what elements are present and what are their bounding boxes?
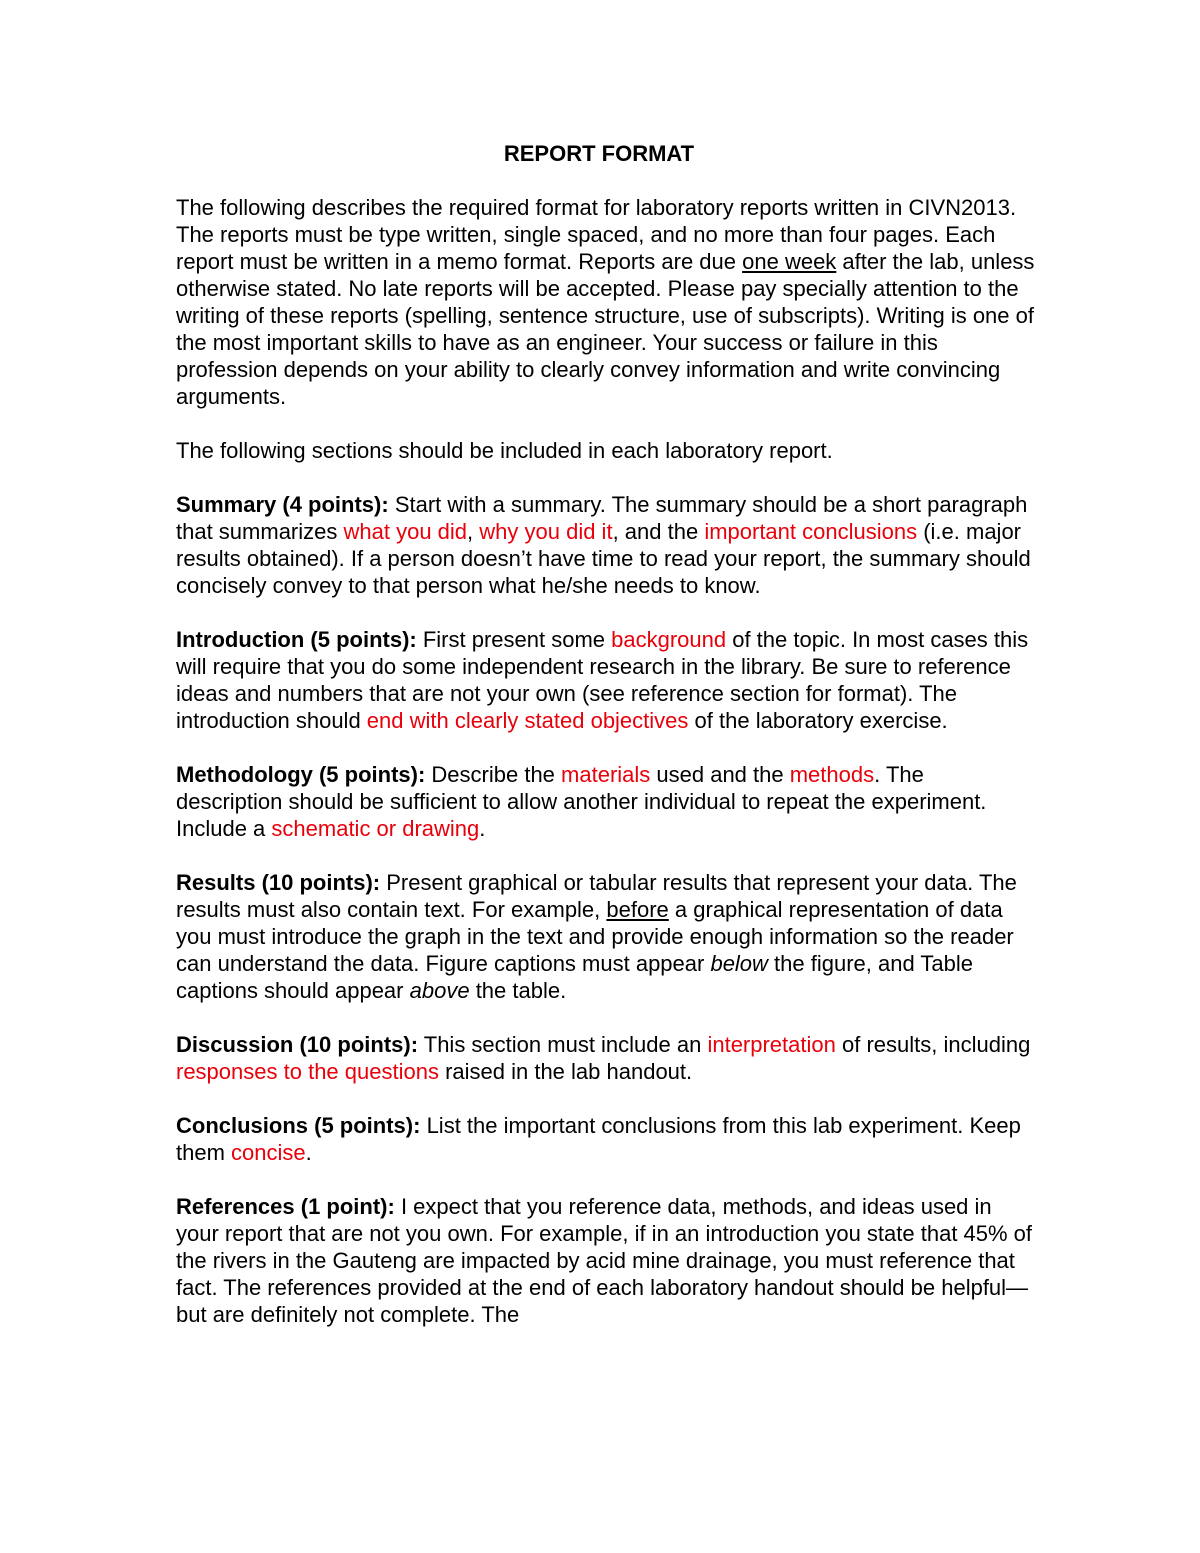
introduction-highlight: background	[611, 627, 727, 652]
introduction-text: First present some	[416, 627, 612, 652]
methodology-section	[176, 761, 1036, 842]
introduction-highlight: end with clearly stated objectives	[366, 708, 689, 733]
results-text: a graphical representation of data you must introduce the graph in the text and provide enough information so the reader can understand the data. Figure captions must appear	[176, 897, 1014, 976]
summary-section	[176, 491, 1036, 599]
conclusions-section	[176, 1112, 1036, 1166]
discussion-highlight: responses to the questions	[176, 1059, 439, 1084]
introduction-text: of the laboratory exercise.	[688, 708, 948, 733]
methodology-highlight: materials	[561, 762, 651, 787]
discussion-section	[176, 1031, 1036, 1085]
results-text: Present graphical or tabular results that represent your data. The results must also contain text. For example,	[176, 870, 1017, 922]
methodology-text: Describe the	[425, 762, 562, 787]
methodology-highlight: methods	[789, 762, 875, 787]
references-section	[176, 1193, 1036, 1328]
summary-heading: Summary (4 points):	[176, 492, 389, 517]
results-underlined: before	[606, 897, 669, 922]
summary-text: , and the	[612, 519, 705, 544]
methodology-heading: Methodology (5 points):	[176, 762, 426, 787]
summary-text: Start with a summary. The summary should be a short paragraph that summarizes	[176, 492, 1028, 544]
discussion-text: This section must include an	[418, 1032, 708, 1057]
conclusions-text: List the important conclusions from this lab experiment. Keep them	[176, 1113, 1021, 1165]
methodology-text: . The description should be sufficient to allow another individual to repeat the experiment. Include a	[176, 762, 987, 841]
summary-highlight: why you did it	[479, 519, 613, 544]
due-deadline: one week	[742, 249, 837, 274]
discussion-heading: Discussion (10 points):	[176, 1032, 419, 1057]
discussion-text: raised in the lab handout.	[438, 1059, 693, 1084]
page-title: REPORT FORMAT	[503, 141, 695, 166]
discussion-text: of results, including	[835, 1032, 1031, 1057]
conclusions-text: .	[305, 1140, 312, 1165]
intro-paragraph	[176, 194, 1036, 410]
introduction-heading: Introduction (5 points):	[176, 627, 417, 652]
document-body	[176, 140, 1036, 1355]
results-italic: below	[710, 951, 768, 976]
methodology-text: used and the	[650, 762, 790, 787]
sections-intro-paragraph: The following sections should be included in each laboratory report.	[176, 438, 833, 463]
introduction-section	[176, 626, 1036, 734]
summary-text: ,	[467, 519, 480, 544]
intro-text-cont: after the lab, unless otherwise stated. No late reports will be accepted. Please pay specially attention to the writing of these reports (spelling, sentence structure, use of subscripts). Writing is one of the most important skills to have as an engineer. Your success or failure in this profession depends on your ability to clearly convey information and write convincing arguments.	[176, 249, 1035, 409]
references-heading: References (1 point):	[176, 1194, 395, 1219]
conclusions-heading: Conclusions (5 points):	[176, 1113, 421, 1138]
results-heading: Results (10 points):	[176, 870, 381, 895]
results-text: the table.	[469, 978, 567, 1003]
methodology-text: .	[479, 816, 486, 841]
results-text: the figure, and Table captions should appear	[176, 951, 974, 1003]
introduction-text: of the topic. In most cases this will require that you do some independent research in the library. Be sure to reference ideas and numbers that are not your own (see reference section for format). The introduction should	[176, 627, 1029, 733]
intro-text: The following describes the required format for laboratory reports written in CIVN2013. The reports must be type written, single spaced, and no more than four pages. Each report must be written in a memo format. Reports are due	[176, 195, 1017, 274]
discussion-highlight: interpretation	[707, 1032, 836, 1057]
conclusions-highlight: concise	[231, 1140, 306, 1165]
summary-text: (i.e. major results obtained). If a person doesn’t have time to read your report, the summary should concisely convey to that person what he/she needs to know.	[176, 519, 1031, 598]
summary-highlight: important conclusions	[704, 519, 918, 544]
results-italic: above	[409, 978, 470, 1003]
summary-highlight: what you did	[343, 519, 468, 544]
results-section	[176, 869, 1036, 1004]
methodology-highlight: schematic or drawing	[271, 816, 480, 841]
references-text: I expect that you reference data, methods, and ideas used in your report that are not you own. For example, if in an introduction you state that 45% of the rivers in the Gauteng are impacted by acid mine drainage, you must reference that fact. The references provided at the end of each laboratory handout should be helpful—but are definitely not complete. The	[176, 1194, 1033, 1327]
